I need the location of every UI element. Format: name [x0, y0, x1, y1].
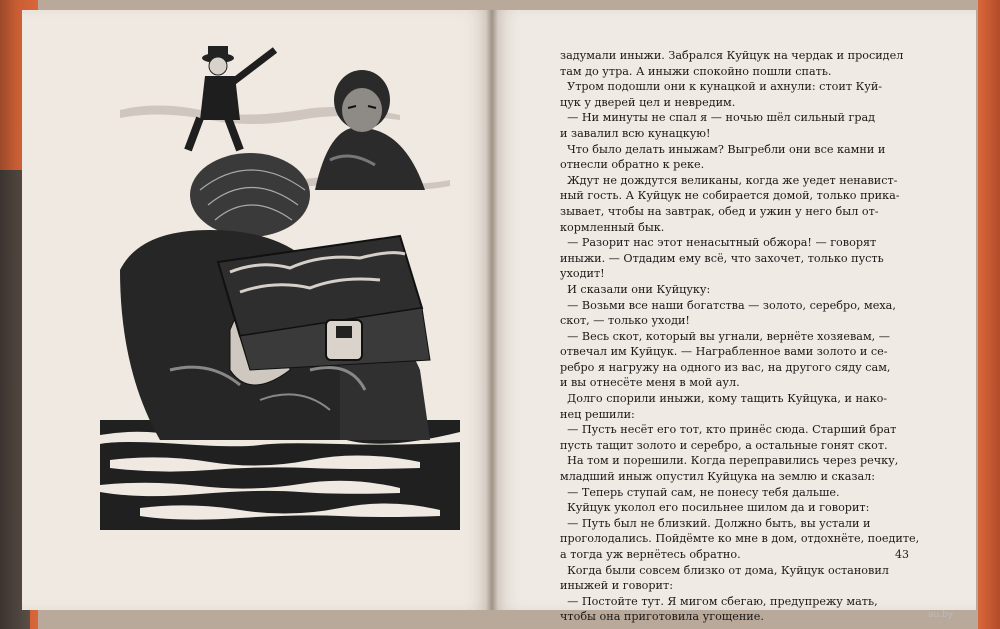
book-gutter [486, 10, 498, 610]
text-line: Долго спорили иныжи, кому тащить Куйцука, и нако- [560, 392, 888, 406]
text-line: ный гость. А Куйцук не собирается домой, только прика- [560, 189, 900, 203]
text-line: иныжей и говорит: [560, 579, 673, 593]
text-line: — Возьми все наши богатства — золото, серебро, меха, [560, 298, 896, 312]
watermark: au.by [928, 610, 954, 620]
text-line: кормленный бык. [560, 220, 665, 234]
page-number: 43 [895, 548, 909, 561]
boulder [190, 153, 310, 237]
woodcut-illustration [100, 40, 460, 540]
text-line: — Пусть несёт его тот, кто принёс сюда. Старший брат [560, 423, 897, 437]
text-line: а тогда уж вернётесь обратно. [560, 548, 741, 561]
text-line: На том и порешили. Когда переправились через речку, [560, 454, 899, 468]
text-line: иныжи. — Отдадим ему всё, что захочет, только пусть [560, 251, 884, 265]
text-line: — Теперь ступай сам, не понесу тебя дальше. [560, 485, 840, 499]
text-line: — Постойте тут. Я мигом сбегаю, предупрежу мать, [560, 594, 878, 608]
page-text [560, 48, 920, 625]
text-line: уходит! [560, 267, 605, 281]
text-line: нец решили: [560, 407, 635, 421]
text-line: задумали иныжи. Забрался Куйцук на чердак и просидел [560, 49, 904, 62]
text-line: проголодались. Пойдёмте ко мне в дом, отдохнёте, поедите, [560, 532, 920, 546]
text-line: Утром подошли они к кунацкой и ахнули: стоит Куй- [560, 80, 883, 94]
text-line: Куйцук уколол его посильнее шилом да и говорит: [560, 501, 870, 515]
text-line: и завалил всю кунацкую! [560, 126, 711, 140]
giant-background [315, 70, 425, 190]
small-man-figure [188, 46, 275, 150]
book-cover-right [978, 0, 1000, 629]
text-line: там до утра. А иныжи спокойно пошли спать. [560, 64, 832, 78]
text-line: — Разорит нас этот ненасытный обжора! — говорят [560, 236, 877, 250]
text-line: и вы отнесёте меня в мой аул. [560, 376, 740, 390]
text-line: младший иныж опустил Куйцука на землю и сказал: [560, 470, 876, 484]
text-line: отнесли обратно к реке. [560, 158, 705, 172]
text-line: ребро я нагружу на одного из вас, на другого сяду сам, [560, 360, 891, 374]
text-line: чтобы она приготовила угощение. [560, 610, 764, 624]
text-line: Когда были совсем близко от дома, Куйцук остановил [560, 563, 889, 577]
text-line: отвечал им Куйцук. — Награбленное вами золото и се- [560, 345, 888, 359]
text-line: — Ни минуты не спал я — ночью шёл сильный град [560, 111, 876, 125]
text-line: зывает, чтобы на завтрак, обед и ужин у него был от- [560, 204, 879, 218]
text-line: цук у дверей цел и невредим. [560, 95, 736, 109]
text-line: Что было делать иныжам? Выгребли они все камни и [560, 142, 886, 156]
text-line: пусть тащит золото и серебро, а остальные гонят скот. [560, 438, 888, 452]
text-line: скот, — только уходи! [560, 314, 690, 328]
text-line: — Весь скот, который вы угнали, вернёте хозяевам, — [560, 329, 890, 343]
text-line: И сказали они Куйцуку: [560, 282, 711, 296]
text-line: Ждут не дождутся великаны, когда же уедет ненавист- [560, 173, 898, 187]
text-line: — Путь был не близкий. Должно быть, вы устали и [560, 516, 871, 530]
